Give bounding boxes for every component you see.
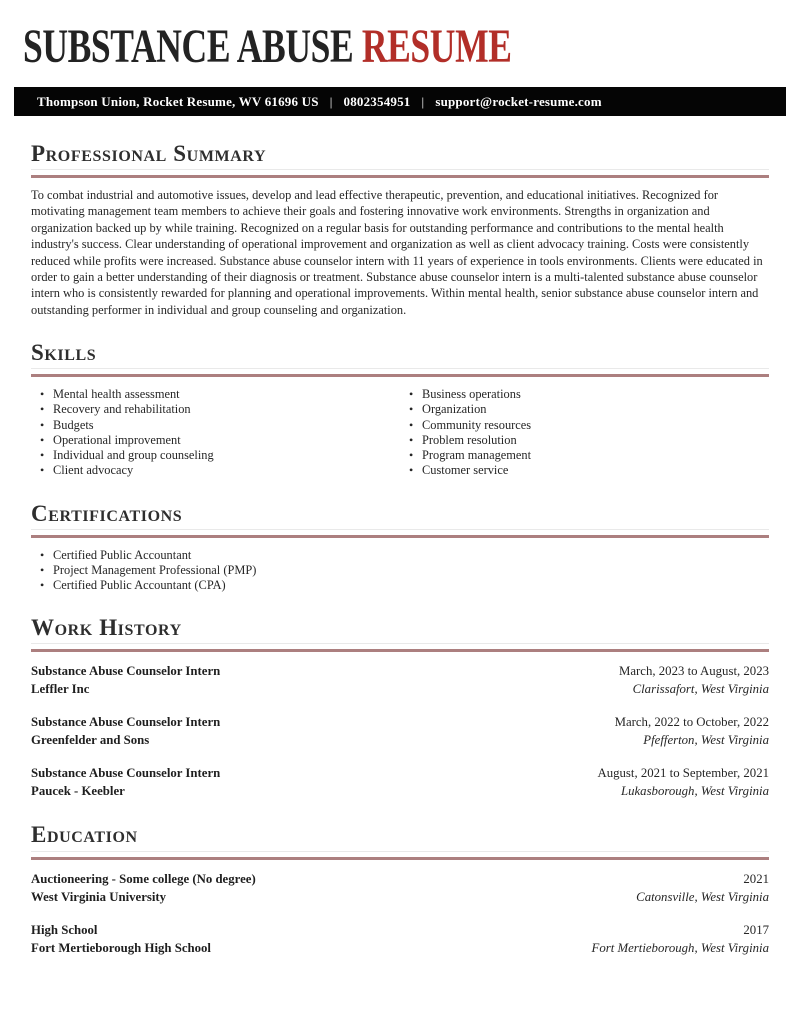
resume-title-primary: SUBSTANCE ABUSE bbox=[22, 20, 362, 73]
resume-title bbox=[0, 0, 592, 74]
section-rule bbox=[31, 857, 769, 860]
job-location: Lukasborough, West Virginia bbox=[620, 784, 769, 799]
job-company: Paucek - Keebler bbox=[31, 784, 125, 799]
job-company: Leffler Inc bbox=[31, 682, 90, 697]
section-certifications bbox=[31, 502, 769, 594]
skills-list-right bbox=[400, 387, 769, 478]
section-rule bbox=[31, 374, 769, 377]
skill-item: • Problem resolution bbox=[400, 433, 769, 448]
work-entry bbox=[31, 713, 769, 749]
work-entry bbox=[31, 764, 769, 800]
section-work-history bbox=[31, 616, 769, 800]
skill-item: • Mental health assessment bbox=[31, 387, 400, 402]
skills-list-left bbox=[31, 387, 400, 478]
education-entry bbox=[31, 870, 769, 906]
job-location: Clarissafort, West Virginia bbox=[632, 682, 769, 697]
education-location: Fort Mertieborough, West Virginia bbox=[591, 940, 769, 955]
education-entry-row bbox=[31, 888, 769, 906]
skill-item: • Business operations bbox=[400, 387, 769, 402]
skill-item: • Budgets bbox=[31, 418, 400, 433]
job-title: Substance Abuse Counselor Intern bbox=[31, 664, 221, 679]
certification-item: • Project Management Professional (PMP) bbox=[31, 563, 769, 578]
skill-item: • Program management bbox=[400, 448, 769, 463]
work-entries bbox=[31, 662, 769, 800]
education-location: Catonsville, West Virginia bbox=[636, 889, 769, 904]
skills-columns bbox=[31, 387, 769, 478]
job-dates: March, 2022 to October, 2022 bbox=[614, 715, 769, 730]
education-entry bbox=[31, 921, 769, 957]
certifications-list bbox=[31, 548, 769, 594]
job-dates: August, 2021 to September, 2021 bbox=[597, 766, 769, 781]
section-heading-work-history: Work History bbox=[31, 616, 769, 644]
job-title: Substance Abuse Counselor Intern bbox=[31, 715, 221, 730]
section-rule bbox=[31, 649, 769, 652]
section-rule bbox=[31, 535, 769, 538]
education-school: West Virginia University bbox=[31, 889, 167, 904]
section-education bbox=[31, 823, 769, 956]
skill-item: • Customer service bbox=[400, 463, 769, 478]
education-entries bbox=[31, 870, 769, 957]
education-degree: Auctioneering - Some college (No degree) bbox=[31, 871, 256, 886]
education-year: 2017 bbox=[743, 922, 769, 937]
section-heading-certifications: Certifications bbox=[31, 502, 769, 530]
skill-item: • Client advocacy bbox=[31, 463, 400, 478]
skill-item: • Recovery and rehabilitation bbox=[31, 402, 400, 417]
education-degree: High School bbox=[31, 922, 98, 937]
section-heading-skills: Skills bbox=[31, 341, 769, 369]
contact-email: support@rocket-resume.com bbox=[435, 93, 602, 109]
work-entry-row bbox=[31, 731, 769, 749]
resume-content bbox=[0, 142, 800, 957]
contact-separator: | bbox=[421, 93, 425, 109]
job-location: Pfefferton, West Virginia bbox=[643, 733, 769, 748]
section-rule bbox=[31, 175, 769, 178]
work-entry-row bbox=[31, 764, 769, 782]
section-heading-education: Education bbox=[31, 823, 769, 851]
job-company: Greenfelder and Sons bbox=[31, 733, 150, 748]
resume-title-accent: RESUME bbox=[361, 20, 512, 73]
contact-bar bbox=[14, 87, 786, 116]
section-skills bbox=[31, 341, 769, 478]
work-entry-row bbox=[31, 713, 769, 731]
section-heading-summary: Professional Summary bbox=[31, 142, 769, 170]
job-dates: March, 2023 to August, 2023 bbox=[618, 664, 769, 679]
contact-phone: 0802354951 bbox=[343, 93, 411, 109]
education-entry-row bbox=[31, 921, 769, 939]
work-entry bbox=[31, 662, 769, 698]
contact-separator: | bbox=[329, 93, 333, 109]
education-year: 2021 bbox=[743, 871, 769, 886]
education-entry-row bbox=[31, 870, 769, 888]
certification-item: • Certified Public Accountant (CPA) bbox=[31, 578, 769, 593]
job-title: Substance Abuse Counselor Intern bbox=[31, 766, 221, 781]
skill-item: • Community resources bbox=[400, 418, 769, 433]
section-professional-summary bbox=[31, 142, 769, 318]
work-entry-row bbox=[31, 782, 769, 800]
skill-item: • Operational improvement bbox=[31, 433, 400, 448]
work-entry-row bbox=[31, 662, 769, 680]
certification-item: • Certified Public Accountant bbox=[31, 548, 769, 563]
education-entry-row bbox=[31, 939, 769, 957]
education-school: Fort Mertieborough High School bbox=[31, 940, 211, 955]
contact-address: Thompson Union, Rocket Resume, WV 61696 US bbox=[37, 93, 319, 109]
skill-item: • Individual and group counseling bbox=[31, 448, 400, 463]
work-entry-row bbox=[31, 680, 769, 698]
skill-item: • Organization bbox=[400, 402, 769, 417]
summary-text: To combat industrial and automotive issues, develop and lead effective therapeutic, prevention, and educational initiatives. Recognized for motivating management team members to achieve their goals and fostering innovative work environments. Strengths in organization and organization backed up by while training. Recognized on a regular basis for outstanding performance and contributions to the mental health industry's success. Clear understanding of operational improvement and organization as well as client advocacy training. Costs were consistently reduced while profits were increased. Substance abuse counselor intern with 11 years of experience in tools environments. Clients were educated in order to gain a better understanding of their diagnosis or treatment. Substance abuse counselor intern is a multi-talented substance abuse counselor intern who is consistently rewarded for planning and operational improvements. Within mental health, senior substance abuse counselor intern and outstanding performer in individual and group counseling and organization. bbox=[31, 187, 763, 317]
